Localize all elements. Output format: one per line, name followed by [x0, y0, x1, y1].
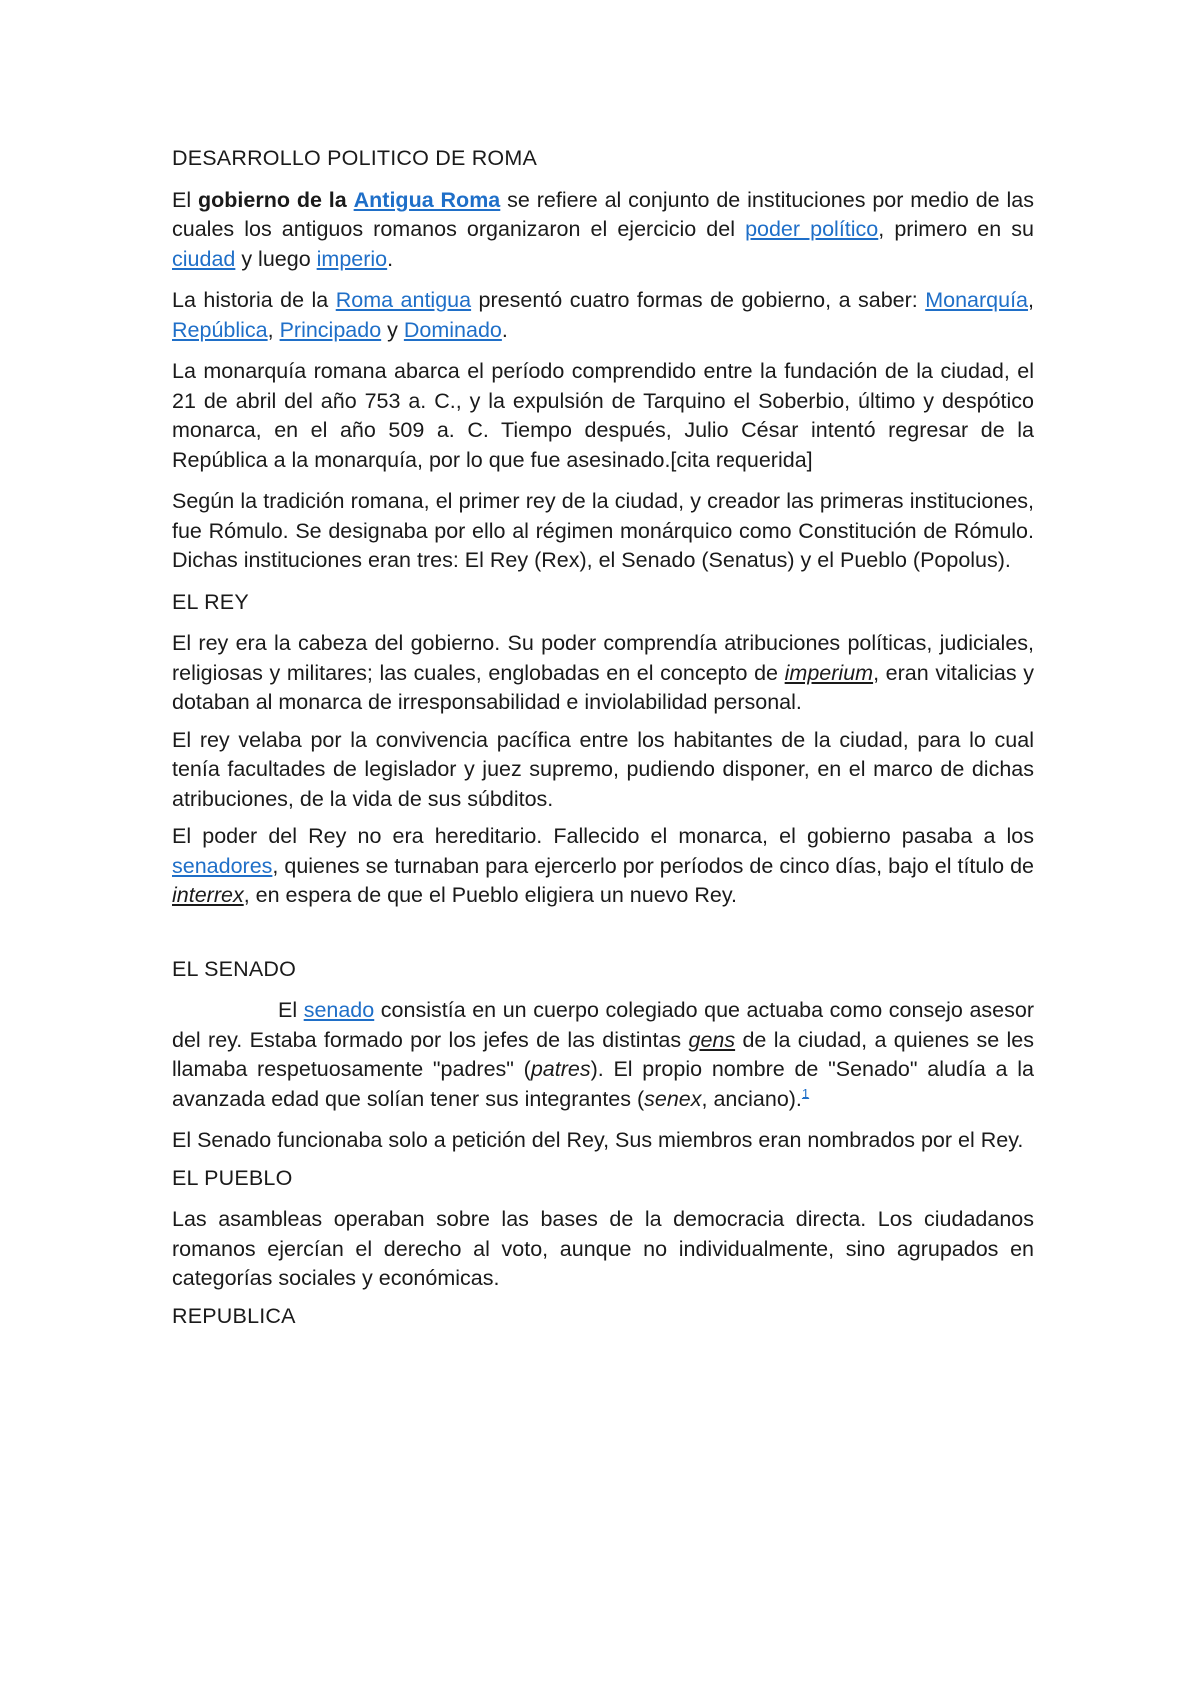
- monarchy-paragraph: La monarquía romana abarca el período comprendido entre la fundación de la ciudad, el 21 de abril del año 753 a. C., y la expulsión de Tarquino el Soberbio, último y despótico monarca, en el año 509 a. C. Tiempo después, Julio César intentó regresar de la República a la monarquía, por lo que fue asesinado.[cita requerida]: [172, 359, 1034, 472]
- section-heading-senado: EL SENADO: [172, 956, 297, 981]
- senado-paragraph-1: [172, 996, 1034, 1114]
- link-roma-antigua[interactable]: Roma antigua: [335, 288, 472, 312]
- link-dominado[interactable]: Dominado: [403, 317, 502, 342]
- pueblo-paragraph-1: Las asambleas operaban sobre las bases de la democracia directa. Los ciudadanos romanos ejercían el derecho al voto, aunque no individualmente, sino agrupados en categorías sociales y económicas.: [172, 1207, 1034, 1290]
- senado-p1-text-5: , anciano).: [701, 1086, 802, 1111]
- link-senadores[interactable]: senadores: [172, 853, 273, 878]
- forms-separator-3: y: [381, 317, 404, 342]
- tradition-paragraph: Según la tradición romana, el primer rey de la ciudad, y creador las primeras instituciones, fue Rómulo. Se designaba por ello al régimen monárquico como Constitución de Rómulo. Dichas instituciones eran tres: El Rey (Rex), el Senado (Senatus) y el Pueblo (Popolus).: [172, 489, 1034, 572]
- document-page: [172, 144, 1034, 1343]
- intro-text-6: .: [387, 246, 394, 271]
- forms-separator-2: ,: [267, 317, 280, 342]
- section-heading-rey: EL REY: [172, 589, 249, 614]
- link-senado[interactable]: senado: [303, 998, 375, 1022]
- term-senex: senex: [644, 1086, 702, 1111]
- rey-p3-text-1: El poder del Rey no era hereditario. Fallecido el monarca, el gobierno pasaba a los: [172, 824, 1034, 848]
- senado-p1-text-2: consistía en un cuerpo colegiado que actuaba como consejo asesor del rey. Estaba formado por los jefes de las distintas: [172, 998, 1034, 1052]
- intro-text-1: El: [172, 187, 198, 212]
- intro-bold-text: gobierno de la: [198, 187, 347, 212]
- link-imperio[interactable]: imperio: [316, 246, 388, 271]
- link-monarquia[interactable]: Monarquía: [925, 288, 1029, 312]
- link-republica[interactable]: República: [172, 317, 268, 342]
- footnote-1-link[interactable]: 1: [801, 1085, 810, 1101]
- senado-p1-text-4: ). El propio nombre de "Senado" aludía a la avanzada edad que solían tener sus integrantes (: [172, 1057, 1034, 1111]
- link-interrex[interactable]: interrex: [172, 883, 244, 907]
- forms-end: .: [501, 317, 508, 342]
- link-gens[interactable]: gens: [688, 1027, 736, 1052]
- intro-text-2: [347, 188, 354, 212]
- rey-p1-text-1: El rey era la cabeza del gobierno. Su poder comprendía atribuciones políticas, judiciales, religiosas y militares; las cuales, englobadas en el concepto de: [172, 631, 1034, 685]
- link-antigua-roma[interactable]: Antigua Roma: [353, 187, 501, 212]
- link-principado[interactable]: Principado: [279, 317, 382, 342]
- senado-paragraph-2: El Senado funcionaba solo a petición del Rey, Sus miembros eran nombrados por el Rey.: [172, 1128, 1024, 1152]
- rey-p3-text-3: , en espera de que el Pueblo eligiera un nuevo Rey.: [243, 883, 737, 907]
- link-ciudad[interactable]: ciudad: [172, 246, 236, 271]
- forms-separator-1: ,: [1028, 288, 1034, 312]
- senado-p1-text-3: de la ciudad, a quienes se les llamaba respetuosamente "padres" (: [172, 1027, 1034, 1081]
- section-heading-pueblo: EL PUEBLO: [172, 1165, 293, 1190]
- intro-text-3: se refiere al conjunto de instituciones por medio de las cuales los antiguos romanos organizaron el ejercicio del: [172, 187, 1034, 241]
- rey-paragraph-3: [172, 822, 1034, 911]
- term-patres: patres: [530, 1057, 591, 1081]
- rey-paragraph-2: El rey velaba por la convivencia pacífica entre los habitantes de la ciudad, para lo cual tenía facultades de legislador y juez supremo, pudiendo disponer, en el marco de dichas atribuciones, de la vida de sus súbditos.: [172, 727, 1034, 811]
- document-title: DESARROLLO POLITICO DE ROMA: [172, 146, 537, 170]
- forms-text-1: La historia de la: [172, 288, 336, 312]
- rey-p3-text-2: , quienes se turnaban para ejercerlo por períodos de cinco días, bajo el título de: [272, 853, 1034, 878]
- link-imperium[interactable]: imperium: [784, 660, 874, 685]
- senado-p1-text-1: El: [278, 998, 304, 1022]
- forms-text-2: presentó cuatro formas de gobierno, a saber:: [471, 288, 926, 312]
- rey-p1-text-2: , eran vitalicias y dotaban al monarca de irresponsabilidad e inviolabilidad personal.: [172, 660, 1034, 714]
- intro-paragraph: [172, 186, 1034, 275]
- intro-text-4: , primero en su: [878, 217, 1034, 241]
- rey-paragraph-1: [172, 629, 1034, 718]
- forms-paragraph: [172, 286, 1034, 345]
- section-heading-republica: REPUBLICA: [172, 1303, 296, 1328]
- link-poder-politico[interactable]: poder político: [745, 217, 879, 241]
- intro-text-5: y luego: [235, 246, 317, 271]
